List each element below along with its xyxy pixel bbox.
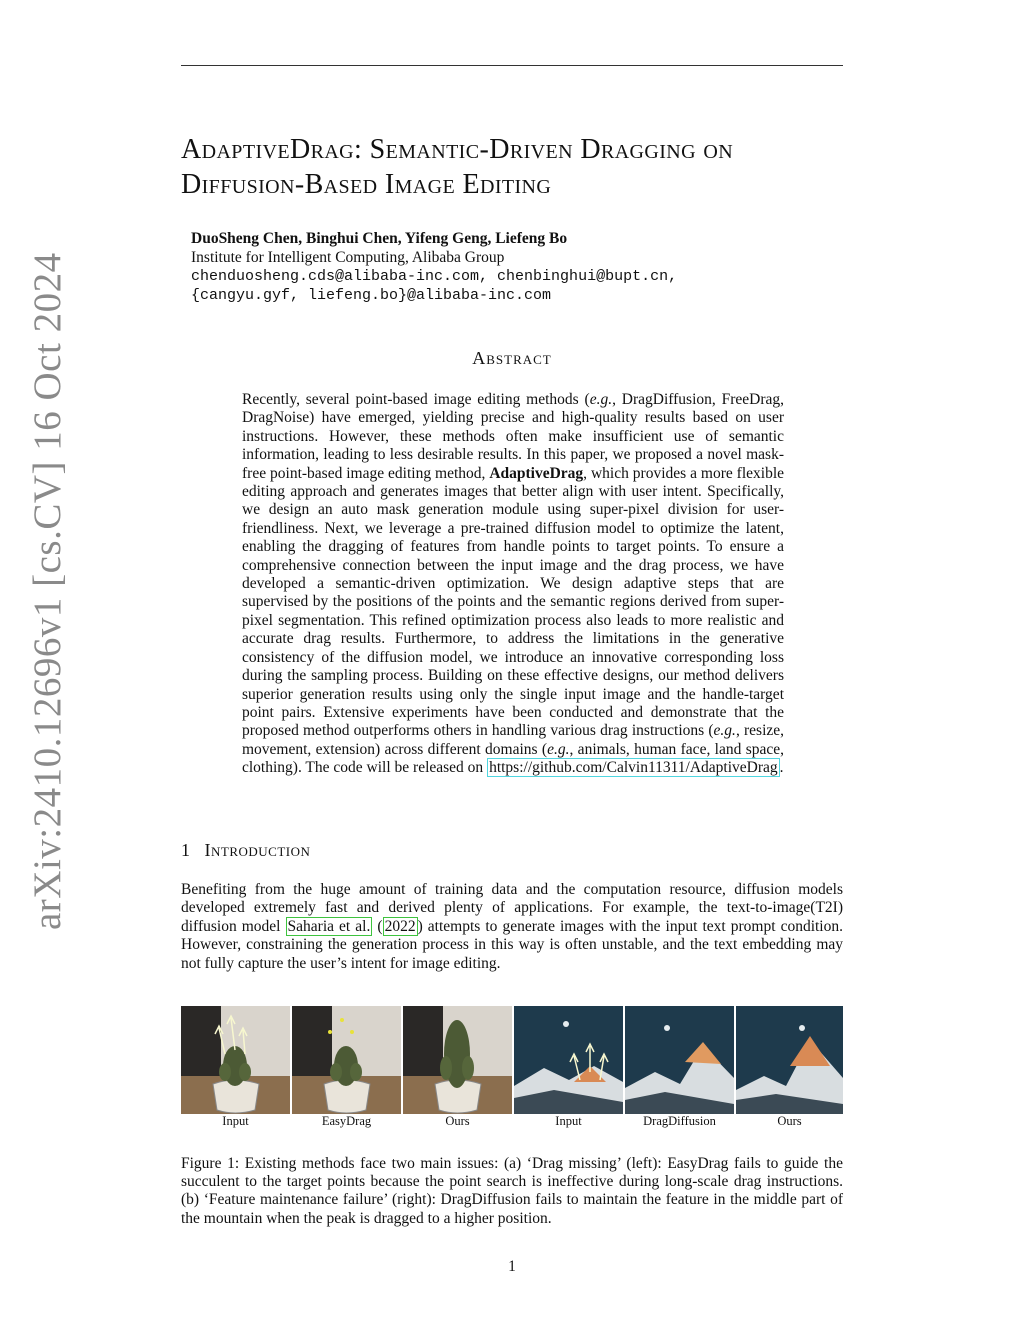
paper-title (181, 132, 861, 202)
top-rule (181, 65, 843, 66)
title-line1: Semantic-Driven Dragging on (369, 134, 734, 165)
figure-panel-mountain-input (514, 1006, 623, 1114)
panel-label: EasyDrag (321, 1114, 372, 1128)
author-block (191, 229, 851, 305)
panel-label: DragDiffusion (643, 1114, 716, 1128)
section-heading-introduction (181, 840, 310, 861)
introduction-paragraph: Benefiting from the huge amount of training data and the computation resource, diffusion models developed extremely fast and derived plenty of applications. For example, the text-to-image(T2I) diffusion model Saharia et al. ( 2022 ) attempts to generate images with the input text prompt condition. However, constraining the generation process in this way is often unstable, and the text embedding may not fully capture the user’s intent for image editing. (181, 881, 843, 972)
panel-label: Input (222, 1114, 249, 1128)
figure-panel-cactus-easydrag (292, 1006, 401, 1114)
figure-1-caption: Figure 1: Existing methods face two main issues: (a) ‘Drag missing’ (left): EasyDrag fails to guide the succulent to the target points because the point search is ineffective during long-scale drag instructions. (b) ‘Feature maintenance failure’ (right): DragDiffusion fails to maintain the feature in the middle part of the mountain when the peak is dragged to a higher position. (181, 1155, 843, 1227)
figure-panel-cactus-input (181, 1006, 290, 1114)
citation-link-author[interactable]: Saharia et al. (287, 917, 371, 935)
title-method: AdaptiveDrag (181, 134, 355, 165)
author-names: DuoSheng Chen, Binghui Chen, Yifeng Geng, Liefeng Bo (191, 230, 568, 247)
method-name: AdaptiveDrag (489, 464, 584, 482)
email-line-2: {cangyu.gyf, liefeng.bo}@alibaba-inc.com (191, 287, 552, 304)
abstract-body: Recently, several point-based image editing methods (e.g., DragDiffusion, FreeDrag, DragNoise) have emerged, yielding precise and high-quality results based on user instructions. However, these methods often make insufficient use of semantic information, leading to less desirable results. In this paper, we proposed a novel mask-free point-based image editing method, AdaptiveDrag, which provides a more flexible editing approach and generates images that better align with user intent. Specifically, we design an auto mask generation module using super-pixel division for user-friendliness. Next, we leverage a pre-trained diffusion model to optimize the latent, enabling the dragging of features from handle points to target points. To ensure a comprehensive connection between the input image and the drag process, we have developed a semantic-driven optimization. We design adaptive steps that are supervised by the positions of the points and the semantic regions derived from super-pixel segmentation. This refined optimization process also leads to more realistic and accurate drag results. Furthermore, to address the limitations in the generative consistency of the diffusion model, we introduce an innovative corresponding loss during the sampling process. Building on these effective designs, our method delivers superior generation results using only the single input image and the handle-target point pairs. Extensive experiments have been conducted and demonstrate that the proposed method outperforms others in handling various drag instructions (e.g., resize, movement, extension) across different domains (e.g., animals, human face, land space, clothing). The code will be released on https://github.com/Calvin11311/AdaptiveDrag . (242, 391, 785, 777)
section-title: Introduction (204, 840, 311, 860)
figure-panel-labels (181, 1114, 843, 1132)
arxiv-identifier: arXiv:2410.12696v1 [cs.CV] 16 Oct 2024 (26, 252, 69, 930)
figure-1-images (181, 1006, 843, 1114)
panel-label: Ours (777, 1114, 802, 1128)
abstract-heading: Abstract (472, 348, 552, 368)
code-link[interactable]: https://github.com/Calvin11311/AdaptiveDrag (489, 759, 778, 777)
citation-link-year[interactable]: 2022 (384, 917, 416, 935)
email-line-1: chenduosheng.cds@alibaba-inc.com, chenbinghui@bupt.cn, (191, 268, 678, 285)
figure-panel-mountain-ours (736, 1006, 843, 1114)
figure-panel-mountain-dragdiffusion (625, 1006, 734, 1114)
title-line2: Diffusion-Based Image Editing (181, 169, 552, 200)
panel-label: Ours (445, 1114, 470, 1128)
page-number: 1 (508, 1258, 516, 1275)
affiliation: Institute for Intelligent Computing, Alibaba Group (191, 249, 505, 266)
section-number: 1 (181, 840, 191, 860)
panel-label: Input (555, 1114, 582, 1128)
figure-panel-cactus-ours (403, 1006, 512, 1114)
title-colon: : (354, 134, 370, 165)
